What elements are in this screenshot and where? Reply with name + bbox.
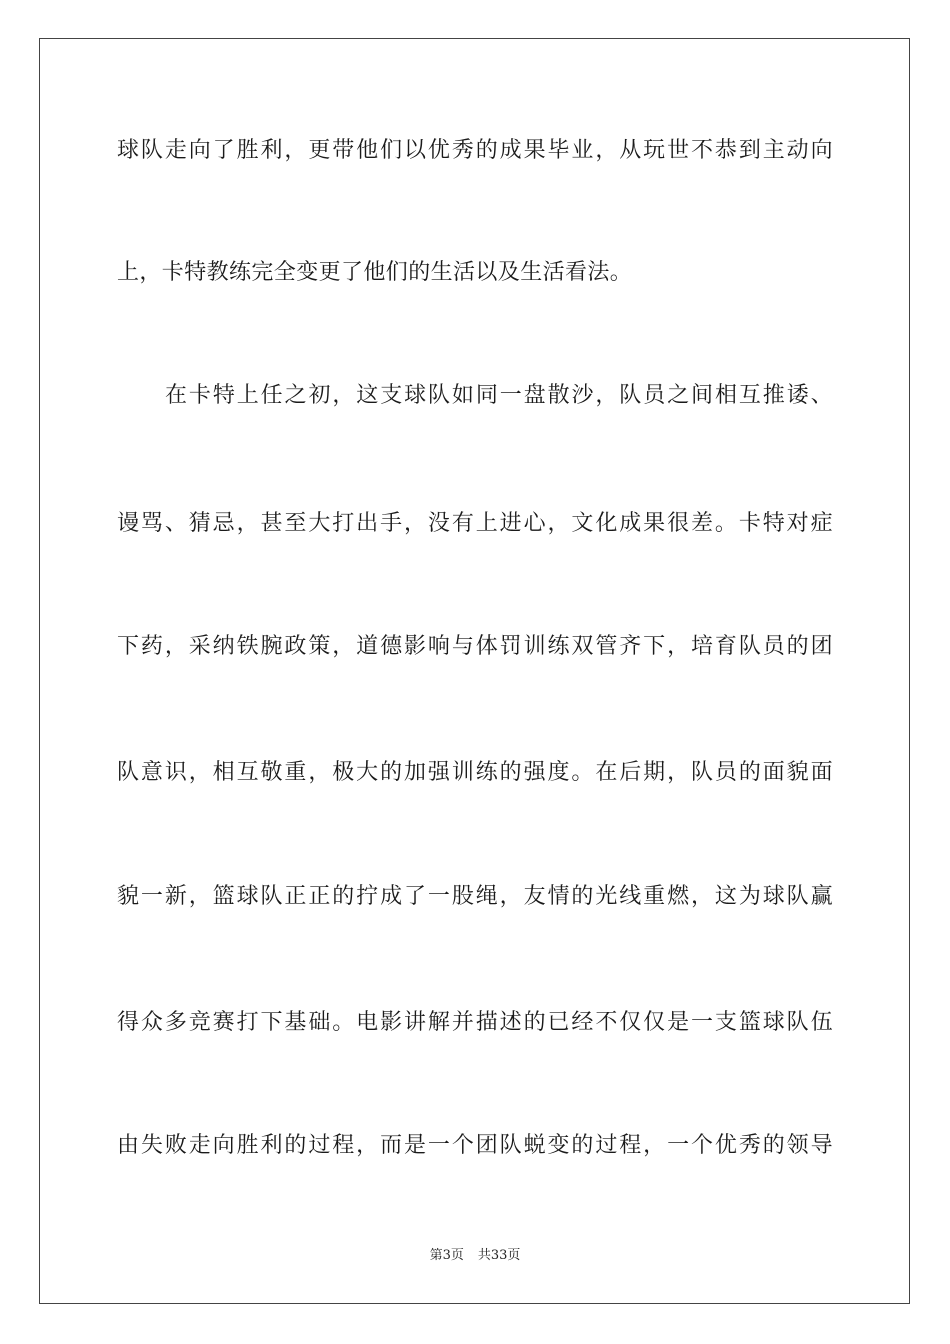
paragraph-line-7: 貌一新，篮球队正正的拧成了一股绳，友情的光线重燃，这为球队赢 [117, 884, 833, 909]
page-border [39, 38, 910, 1304]
total-pages: 共33页 [477, 1248, 521, 1263]
paragraph-line-9: 由失败走向胜利的过程，而是一个团队蜕变的过程，一个优秀的领导 [117, 1133, 833, 1158]
paragraph-line-4: 谩骂、猜忌，甚至大打出手，没有上进心，文化成果很差。卡特对症 [117, 511, 833, 536]
paragraph-line-3: 在卡特上任之初，这支球队如同一盘散沙，队员之间相互推诿、 [165, 383, 833, 408]
paragraph-line-2: 上，卡特教练完全变更了他们的生活以及生活看法。 [117, 260, 633, 285]
page-number: 第3页 [429, 1248, 464, 1263]
paragraph-line-8: 得众多竞赛打下基础。电影讲解并描述的已经不仅仅是一支篮球队伍 [117, 1010, 833, 1035]
paragraph-line-1: 球队走向了胜利，更带他们以优秀的成果毕业，从玩世不恭到主动向 [117, 138, 833, 163]
paragraph-line-5: 下药，采纳铁腕政策，道德影响与体罚训练双管齐下，培育队员的团 [117, 634, 833, 659]
page-footer [0, 1246, 950, 1266]
paragraph-line-6: 队意识，相互敬重，极大的加强训练的强度。在后期，队员的面貌面 [117, 760, 833, 785]
